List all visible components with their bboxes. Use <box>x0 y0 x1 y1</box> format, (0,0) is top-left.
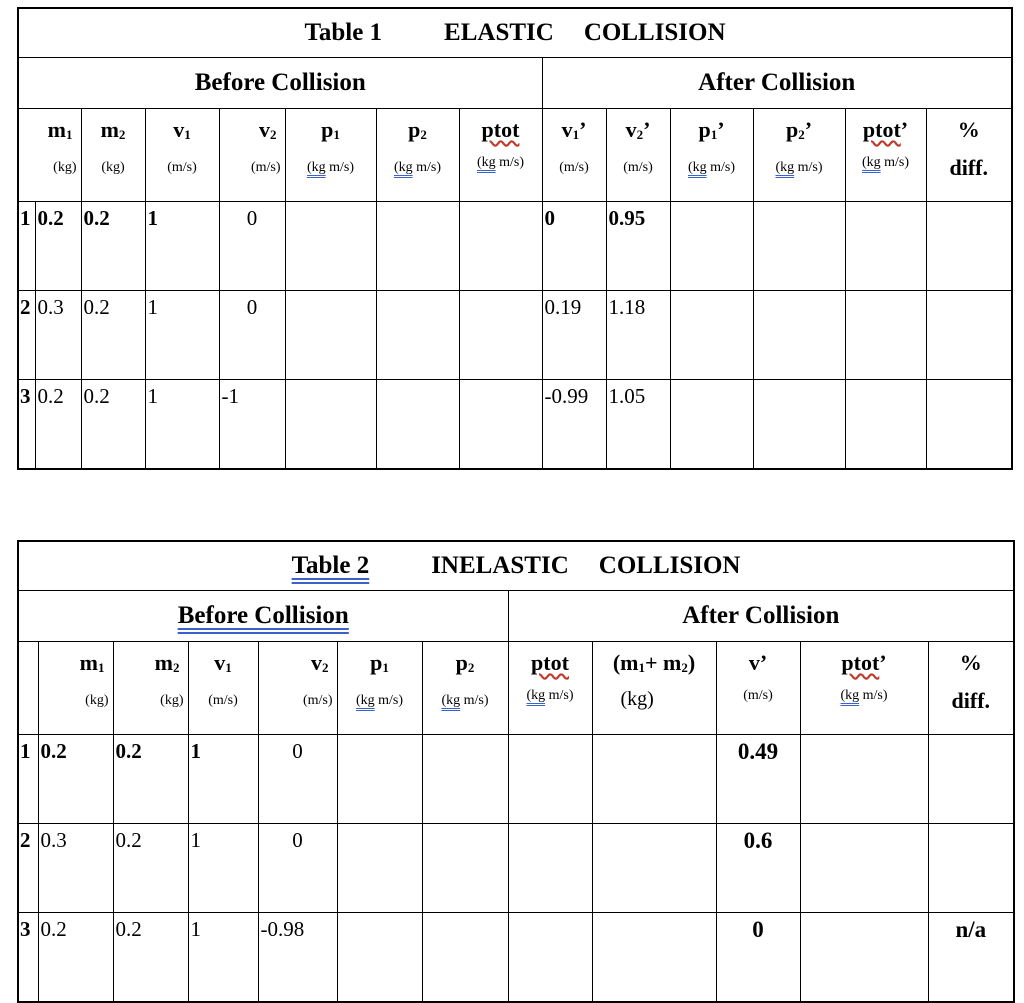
cell-m1: 0.3 <box>38 824 113 913</box>
cell-mass-sum <box>592 735 716 824</box>
cell-p1-prime <box>670 202 753 291</box>
cell-m1: 0.2 <box>38 735 113 824</box>
cell-ptot <box>459 380 542 470</box>
t1-header-v1-prime: $v_1$’ (m/s) <box>542 109 606 202</box>
cell-m1: 0.3 <box>35 291 81 380</box>
t1-header-p1-prime: $p_1$’ (kg m/s) <box>670 109 753 202</box>
cell-v2-prime: 1.05 <box>606 380 670 470</box>
table-row <box>18 380 1012 470</box>
cell-p2 <box>422 735 508 824</box>
cell-p2 <box>422 913 508 1003</box>
row-number: 2 <box>18 824 38 913</box>
t2-header-mass-sum: $(m_1+ m_2)$ (kg) <box>592 642 716 735</box>
t2-header-percent-diff: % diff. <box>928 642 1014 735</box>
cell-m2: 0.2 <box>81 202 145 291</box>
cell-p2-prime <box>753 291 845 380</box>
cell-ptot <box>508 913 592 1003</box>
table2-word2: COLLISION <box>598 552 741 579</box>
cell-v2: 0 <box>258 735 337 824</box>
t2-header-v2: $v_2$ (m/s) <box>258 642 337 735</box>
cell-v1: 1 <box>145 380 219 470</box>
cell-ptot-prime <box>800 913 928 1003</box>
t1-header-ptot: ptot (kg m/s) <box>459 109 542 202</box>
table1-before-collision: Before Collision <box>18 58 542 109</box>
row-number: 1 <box>18 735 38 824</box>
cell-v1: 1 <box>145 291 219 380</box>
t1-header-p2: $p_2$ (kg m/s) <box>376 109 459 202</box>
table-row <box>18 913 1014 1003</box>
t1-header-percent-diff: % diff. <box>926 109 1012 202</box>
cell-ptot <box>508 735 592 824</box>
cell-p1 <box>285 202 376 291</box>
table-row <box>18 202 1012 291</box>
table1-title <box>18 8 1012 58</box>
cell-mass-sum <box>592 913 716 1003</box>
cell-percent-diff <box>928 824 1014 913</box>
t1-header-v2-prime: $v_2$’ (m/s) <box>606 109 670 202</box>
inelastic-collision-table <box>17 540 1015 1003</box>
row-number: 2 <box>18 291 35 380</box>
cell-v1-prime: -0.99 <box>542 380 606 470</box>
cell-m2: 0.2 <box>113 735 188 824</box>
cell-p2 <box>422 824 508 913</box>
table2-number: Table 2 <box>291 552 370 579</box>
t1-header-v1: $v_1$ (m/s) <box>145 109 219 202</box>
cell-v1: 1 <box>188 913 258 1003</box>
t1-header-m1: $m_1$ (kg) <box>18 109 81 202</box>
t2-header-m1: $m_1$ (kg) <box>38 642 113 735</box>
row-number: 3 <box>18 380 35 470</box>
t1-header-v2: $v_2$ (m/s) <box>219 109 285 202</box>
cell-v1-prime: 0.19 <box>542 291 606 380</box>
t2-header-m2: $m_2$ (kg) <box>113 642 188 735</box>
table-row <box>18 735 1014 824</box>
t1-header-ptot-prime: ptot’ (kg m/s) <box>845 109 926 202</box>
cell-p1 <box>285 291 376 380</box>
cell-m2: 0.2 <box>113 824 188 913</box>
t2-header-p1: $p_1$ (kg m/s) <box>337 642 422 735</box>
cell-v2: 0 <box>219 202 285 291</box>
cell-m2: 0.2 <box>113 913 188 1003</box>
cell-v-prime: 0.6 <box>716 824 800 913</box>
cell-v-prime: 0.49 <box>716 735 800 824</box>
t1-header-m2: $m_2$ (kg) <box>81 109 145 202</box>
cell-percent-diff <box>926 202 1012 291</box>
cell-v1: 1 <box>188 824 258 913</box>
cell-m1: 0.2 <box>35 202 81 291</box>
table2-title <box>18 541 1014 591</box>
cell-v2-prime: 0.95 <box>606 202 670 291</box>
table-row <box>18 824 1014 913</box>
cell-ptot-prime <box>800 735 928 824</box>
cell-percent-diff: n/a <box>928 913 1014 1003</box>
cell-p1 <box>337 913 422 1003</box>
t2-header-ptot-prime: ptot’ (kg m/s) <box>800 642 928 735</box>
cell-ptot-prime <box>845 202 926 291</box>
cell-ptot-prime <box>800 824 928 913</box>
cell-m2: 0.2 <box>81 291 145 380</box>
cell-v2: -1 <box>219 380 285 470</box>
t2-header-blank <box>18 642 38 735</box>
cell-p2-prime <box>753 380 845 470</box>
cell-p1-prime <box>670 291 753 380</box>
table1-number: Table 1 <box>304 19 383 46</box>
row-number: 1 <box>18 202 35 291</box>
cell-p2 <box>376 291 459 380</box>
cell-ptot <box>459 202 542 291</box>
table1-word2: COLLISION <box>583 19 726 46</box>
cell-v2-prime: 1.18 <box>606 291 670 380</box>
cell-p2 <box>376 380 459 470</box>
cell-ptot-prime <box>845 380 926 470</box>
t2-header-ptot: ptot (kg m/s) <box>508 642 592 735</box>
cell-p1 <box>337 824 422 913</box>
table1-after-collision: After Collision <box>542 58 1012 109</box>
cell-percent-diff <box>926 380 1012 470</box>
cell-p1 <box>337 735 422 824</box>
table2-word1: INELASTIC <box>431 552 569 579</box>
cell-v1: 1 <box>188 735 258 824</box>
table1-word1: ELASTIC <box>444 19 554 46</box>
cell-v-prime: 0 <box>716 913 800 1003</box>
cell-m1: 0.2 <box>38 913 113 1003</box>
cell-p1-prime <box>670 380 753 470</box>
table2-before-collision: Before Collision <box>18 591 508 642</box>
cell-mass-sum <box>592 824 716 913</box>
elastic-collision-table <box>17 7 1013 470</box>
cell-v2: 0 <box>258 824 337 913</box>
cell-p2 <box>376 202 459 291</box>
t1-header-p1: $p_1$ (kg m/s) <box>285 109 376 202</box>
table2-after-collision: After Collision <box>508 591 1014 642</box>
t1-header-p2-prime: $p_2$’ (kg m/s) <box>753 109 845 202</box>
cell-ptot <box>459 291 542 380</box>
cell-v2: 0 <box>219 291 285 380</box>
cell-percent-diff <box>928 735 1014 824</box>
t2-header-v-prime: v’ (m/s) <box>716 642 800 735</box>
row-number: 3 <box>18 913 38 1003</box>
cell-v1-prime: 0 <box>542 202 606 291</box>
cell-v1: 1 <box>145 202 219 291</box>
cell-p1 <box>285 380 376 470</box>
table-row <box>18 291 1012 380</box>
cell-m1: 0.2 <box>35 380 81 470</box>
cell-p2-prime <box>753 202 845 291</box>
cell-ptot-prime <box>845 291 926 380</box>
cell-percent-diff <box>926 291 1012 380</box>
t2-header-v1: $v_1$ (m/s) <box>188 642 258 735</box>
t2-header-p2: $p_2$ (kg m/s) <box>422 642 508 735</box>
cell-ptot <box>508 824 592 913</box>
cell-v2: -0.98 <box>258 913 337 1003</box>
cell-m2: 0.2 <box>81 380 145 470</box>
